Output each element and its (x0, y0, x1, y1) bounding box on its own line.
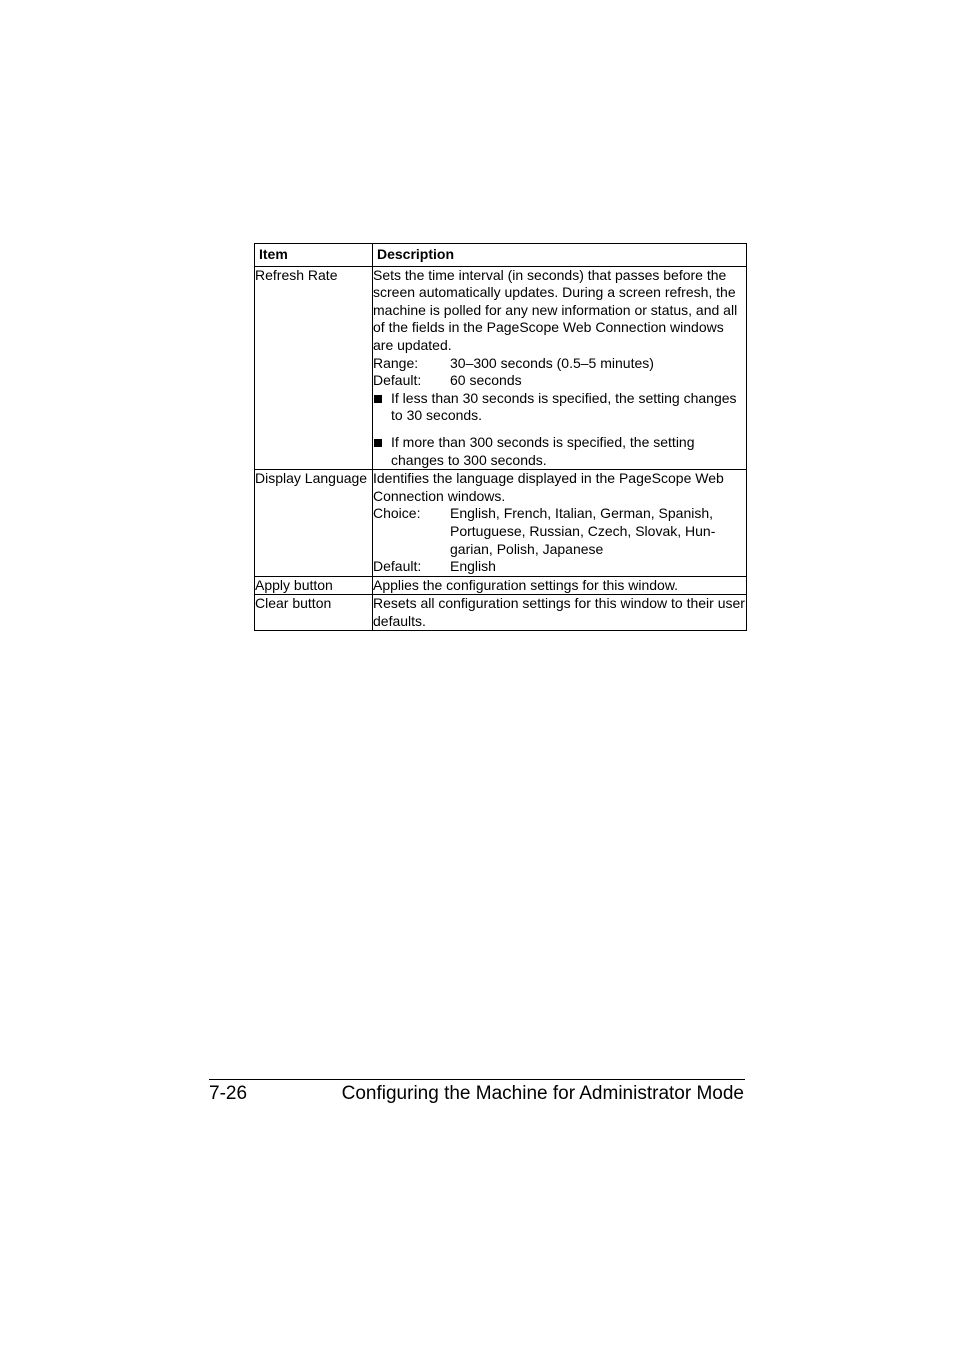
table-row-clear-button (255, 595, 747, 631)
choice-value: English, French, Italian, German, Spanish, Portuguese, Russian, Czech, Slovak, Hun-garian, Polish, Japanese (450, 505, 716, 557)
bullet-text: If less than 30 seconds is specified, the setting changes to 30 seconds. (391, 389, 737, 424)
square-bullet-icon (373, 434, 391, 469)
default-value: 60 seconds (450, 372, 522, 389)
chapter-title: Configuring the Machine for Administrator Mode (341, 1083, 744, 1104)
list-item (373, 434, 746, 469)
description-display-language (373, 470, 747, 577)
table-header-row (255, 244, 747, 267)
display-language-paragraph: Identifies the language displayed in the PageScope Web Connection windows. (373, 470, 724, 504)
bullet-text: If more than 300 seconds is specified, the setting changes to 300 seconds. (391, 433, 695, 468)
list-item (373, 390, 746, 425)
item-display-language: Display Language (255, 470, 373, 577)
refresh-rate-paragraph: Sets the time interval (in seconds) that passes before the screen automatically updates. During a screen refresh, the machine is polled for any new information or status, and all of the fields in the PageScope Web Connection windows are updated. (373, 266, 738, 353)
item-refresh-rate: Refresh Rate (255, 266, 373, 470)
header-description: Description (373, 244, 747, 267)
default-label: Default: (373, 558, 422, 575)
header-item: Item (255, 244, 373, 267)
range-value: 30–300 seconds (0.5–5 minutes) (450, 354, 654, 371)
description-clear-button: Resets all configuration settings for this window to their user defaults. (373, 595, 747, 631)
table-row-refresh-rate (255, 266, 747, 470)
description-refresh-rate (373, 266, 747, 470)
choice-label: Choice: (373, 505, 421, 522)
item-clear-button: Clear button (255, 595, 373, 631)
item-apply-button: Apply button (255, 576, 373, 595)
settings-table (254, 243, 747, 631)
refresh-rate-range (373, 355, 746, 373)
refresh-rate-default (373, 372, 746, 390)
table-row-apply-button (255, 576, 747, 595)
default-label: Default: (373, 372, 422, 389)
range-label: Range: (373, 354, 419, 371)
display-language-choice (373, 505, 746, 558)
description-apply-button: Applies the configuration settings for this window. (373, 576, 747, 595)
page-number: 7-26 (209, 1083, 248, 1104)
table-row-display-language (255, 470, 747, 577)
display-language-default (373, 558, 746, 576)
footer-divider (209, 1079, 745, 1080)
default-value: English (450, 558, 496, 575)
square-bullet-icon (373, 390, 391, 425)
